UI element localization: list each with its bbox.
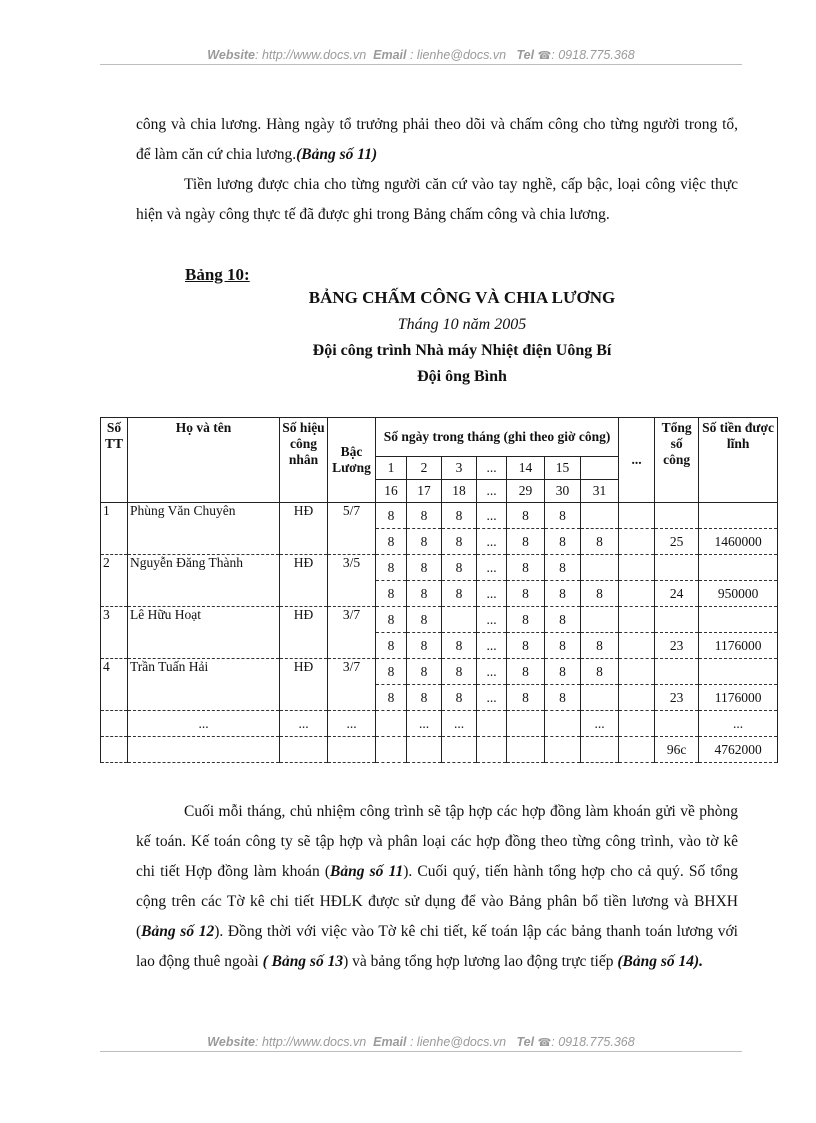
extra-cell xyxy=(619,529,655,555)
amount-cell xyxy=(699,659,778,685)
day-hours-cell: 8 xyxy=(545,607,581,633)
amount-cell: 1460000 xyxy=(699,529,778,555)
grand-total-days: 96c xyxy=(655,737,699,763)
pay-grade: 3/7 xyxy=(328,607,376,659)
day-cell: 3 xyxy=(442,457,477,480)
table-label: Bảng 10: xyxy=(185,265,250,284)
pay-grade: 3/7 xyxy=(328,659,376,711)
table-month: Tháng 10 năm 2005 xyxy=(397,316,527,333)
intro-paragraph-1 xyxy=(136,110,738,170)
day-hours-cell: 8 xyxy=(581,581,619,607)
phone-icon: ☎ xyxy=(537,1037,552,1049)
total-days-cell: 23 xyxy=(655,685,699,711)
day-cell: 16 xyxy=(376,480,407,503)
website-label: Website xyxy=(207,48,255,62)
worker-id: HĐ xyxy=(280,607,328,659)
closing-text-2: ). Cuối quý, tiến hành tổng hợp cho cả quý. Số tổng cộng trên các Tờ kê chi tiết HĐLK được sử dụng để vào Bảng phân bổ tiền lương và BHXH ( xyxy=(136,863,738,940)
table-title: BẢNG CHẤM CÔNG VÀ CHIA LƯƠNG xyxy=(308,288,616,307)
ellipsis-cell: ... xyxy=(442,711,477,737)
day-hours-cell xyxy=(581,555,619,581)
day-hours-cell: 8 xyxy=(442,685,477,711)
employee-name: Lê Hữu Hoạt xyxy=(128,607,280,659)
closing-text-4: ) và bảng tổng hợp lương lao động trực tiếp xyxy=(343,953,618,970)
worker-id: HĐ xyxy=(280,659,328,711)
closing-ref-3: ( Bảng số 13 xyxy=(262,953,344,970)
tel-label: Tel xyxy=(516,1035,535,1049)
header-amount: Số tiền được lĩnh xyxy=(699,418,778,503)
day-hours-cell: 8 xyxy=(407,503,442,529)
day-hours-cell: 8 xyxy=(442,659,477,685)
day-hours-cell: 8 xyxy=(407,555,442,581)
ellipsis-cell: ... xyxy=(581,711,619,737)
day-hours-cell: ... xyxy=(477,555,507,581)
amount-cell xyxy=(699,555,778,581)
day-hours-cell: ... xyxy=(477,685,507,711)
day-hours-cell: 8 xyxy=(507,607,545,633)
closing-ref-2: Bảng số 12 xyxy=(141,923,215,940)
employee-name: Nguyễn Đăng Thành xyxy=(128,555,280,607)
intro-paragraph-2: Tiền lương được chia cho từng người căn cứ vào tay nghề, cấp bậc, loại công việc thực hiện và ngày công thực tế đã được ghi trong Bảng chấm công và chia lương. xyxy=(136,176,738,223)
intro-text-1: công và chia lương. Hàng ngày tổ trưởng phải theo dõi và chấm công cho từng người trong tổ, để làm căn cứ chia lương. xyxy=(136,116,738,163)
table-row xyxy=(101,659,778,685)
day-cell: 15 xyxy=(545,457,581,480)
table-row xyxy=(101,555,778,581)
table-unit: Đội công trình Nhà máy Nhiệt điện Uông Bí xyxy=(312,342,612,359)
day-hours-cell: 8 xyxy=(376,659,407,685)
day-hours-cell: 8 xyxy=(442,581,477,607)
day-hours-cell: 8 xyxy=(407,607,442,633)
row-number: 2 xyxy=(101,555,128,607)
day-hours-cell: 8 xyxy=(545,633,581,659)
header-name: Họ và tên xyxy=(128,418,280,503)
amount-cell: 1176000 xyxy=(699,685,778,711)
day-hours-cell: 8 xyxy=(507,529,545,555)
total-days-cell xyxy=(655,503,699,529)
day-hours-cell: 8 xyxy=(507,581,545,607)
day-hours-cell: 8 xyxy=(545,529,581,555)
header-grade: Bậc Lương xyxy=(328,418,376,503)
day-hours-cell: 8 xyxy=(407,633,442,659)
timesheet-table xyxy=(100,417,778,763)
day-cell: 29 xyxy=(507,480,545,503)
day-hours-cell: 8 xyxy=(442,503,477,529)
day-hours-cell: 8 xyxy=(507,659,545,685)
day-hours-cell: 8 xyxy=(581,529,619,555)
tel-value: : 0918.775.368 xyxy=(551,1035,635,1049)
worker-id: HĐ xyxy=(280,503,328,555)
extra-cell xyxy=(619,685,655,711)
page-footer xyxy=(100,1035,742,1052)
day-hours-cell: ... xyxy=(477,607,507,633)
day-hours-cell: 8 xyxy=(442,529,477,555)
total-days-cell: 25 xyxy=(655,529,699,555)
website-url[interactable]: : http://www.docs.vn xyxy=(255,1035,367,1049)
day-hours-cell: 8 xyxy=(545,659,581,685)
day-hours-cell: 8 xyxy=(581,633,619,659)
total-days-cell xyxy=(655,659,699,685)
closing-paragraph xyxy=(136,797,738,977)
day-cell: 30 xyxy=(545,480,581,503)
day-hours-cell xyxy=(581,685,619,711)
employee-name: Trần Tuấn Hải xyxy=(128,659,280,711)
day-hours-cell: ... xyxy=(477,529,507,555)
pay-grade: 5/7 xyxy=(328,503,376,555)
header-days: Số ngày trong tháng (ghi theo giờ công) xyxy=(376,418,619,457)
day-hours-cell: 8 xyxy=(507,503,545,529)
day-hours-cell: ... xyxy=(477,581,507,607)
total-days-cell: 23 xyxy=(655,633,699,659)
pay-grade: 3/5 xyxy=(328,555,376,607)
day-cell: 31 xyxy=(581,480,619,503)
day-cell: ... xyxy=(477,457,507,480)
grand-total-amount: 4762000 xyxy=(699,737,778,763)
closing-text-3: ). Đồng thời với việc vào Tờ kê chi tiết, kế toán lập các bảng thanh toán lương với lao động thuê ngoài xyxy=(136,923,738,970)
day-hours-cell: 8 xyxy=(407,581,442,607)
phone-icon: ☎ xyxy=(537,50,552,62)
extra-cell xyxy=(619,633,655,659)
page-header xyxy=(100,48,742,65)
day-cell: 17 xyxy=(407,480,442,503)
day-hours-cell: 8 xyxy=(407,529,442,555)
total-row xyxy=(101,737,778,763)
day-hours-cell: 8 xyxy=(376,503,407,529)
day-hours-cell: 8 xyxy=(507,555,545,581)
day-hours-cell xyxy=(442,607,477,633)
table-row xyxy=(101,607,778,633)
total-days-cell xyxy=(655,607,699,633)
tel-label: Tel xyxy=(516,48,535,62)
day-cell: 18 xyxy=(442,480,477,503)
amount-cell xyxy=(699,607,778,633)
day-hours-cell: 8 xyxy=(376,581,407,607)
worker-id: HĐ xyxy=(280,555,328,607)
intro-ref-1: (Bảng số 11) xyxy=(296,146,378,163)
amount-cell xyxy=(699,503,778,529)
website-url[interactable]: : http://www.docs.vn xyxy=(255,48,367,62)
day-hours-cell: 8 xyxy=(545,685,581,711)
extra-cell xyxy=(619,555,655,581)
email-value[interactable]: : lienhe@docs.vn xyxy=(409,48,507,62)
ellipsis-cell: ... xyxy=(128,711,280,737)
day-hours-cell: ... xyxy=(477,633,507,659)
day-hours-cell xyxy=(581,503,619,529)
row-number: 4 xyxy=(101,659,128,711)
day-hours-cell: 8 xyxy=(407,659,442,685)
day-cell: 14 xyxy=(507,457,545,480)
ellipsis-cell: ... xyxy=(407,711,442,737)
tel-value: : 0918.775.368 xyxy=(551,48,635,62)
table-row xyxy=(101,503,778,529)
table-row xyxy=(101,711,778,737)
table-team: Đội ông Bình xyxy=(417,368,507,385)
day-hours-cell: ... xyxy=(477,659,507,685)
email-label: Email xyxy=(373,48,407,62)
extra-cell xyxy=(619,607,655,633)
day-cell: 2 xyxy=(407,457,442,480)
closing-ref-4: (Bảng số 14). xyxy=(617,953,704,970)
website-label: Website xyxy=(207,1035,255,1049)
closing-text-1: Cuối mỗi tháng, chủ nhiệm công trình sẽ tập hợp các hợp đồng làm khoán gửi về phòng kế toán. Kế toán công ty sẽ tập hợp và phân loại các hợp đồng theo từng công trình, vào tờ kê chi tiết Hợp đồng làm khoán ( xyxy=(136,803,738,880)
email-label: Email xyxy=(373,1035,407,1049)
header-dots: ... xyxy=(619,418,655,503)
extra-cell xyxy=(619,581,655,607)
header-worker-id: Số hiệu công nhân xyxy=(280,418,328,503)
row-number: 1 xyxy=(101,503,128,555)
employee-name: Phùng Văn Chuyên xyxy=(128,503,280,555)
day-hours-cell: 8 xyxy=(545,581,581,607)
amount-cell: 1176000 xyxy=(699,633,778,659)
table-body xyxy=(101,503,778,711)
day-cell: 1 xyxy=(376,457,407,480)
day-cell xyxy=(581,457,619,480)
day-hours-cell: 8 xyxy=(376,633,407,659)
day-hours-cell: 8 xyxy=(376,555,407,581)
day-hours-cell: 8 xyxy=(581,659,619,685)
closing-ref-1: Bảng số 11 xyxy=(330,863,404,880)
day-hours-cell: 8 xyxy=(507,633,545,659)
day-hours-cell: ... xyxy=(477,503,507,529)
day-hours-cell xyxy=(581,607,619,633)
day-hours-cell: 8 xyxy=(507,685,545,711)
row-number: 3 xyxy=(101,607,128,659)
day-hours-cell: 8 xyxy=(376,607,407,633)
day-hours-cell: 8 xyxy=(545,503,581,529)
day-hours-cell: 8 xyxy=(376,685,407,711)
ellipsis-cell: ... xyxy=(328,711,376,737)
email-value[interactable]: : lienhe@docs.vn xyxy=(409,1035,507,1049)
day-hours-cell: 8 xyxy=(376,529,407,555)
day-hours-cell: 8 xyxy=(545,555,581,581)
day-hours-cell: 8 xyxy=(442,633,477,659)
header-stt: Số TT xyxy=(101,418,128,503)
day-cell: ... xyxy=(477,480,507,503)
total-days-cell xyxy=(655,555,699,581)
extra-cell xyxy=(619,659,655,685)
amount-cell: 950000 xyxy=(699,581,778,607)
ellipsis-cell: ... xyxy=(280,711,328,737)
total-days-cell: 24 xyxy=(655,581,699,607)
extra-cell xyxy=(619,503,655,529)
day-hours-cell: 8 xyxy=(442,555,477,581)
day-hours-cell: 8 xyxy=(407,685,442,711)
header-total-days: Tổng số công xyxy=(655,418,699,503)
ellipsis-cell: ... xyxy=(699,711,778,737)
